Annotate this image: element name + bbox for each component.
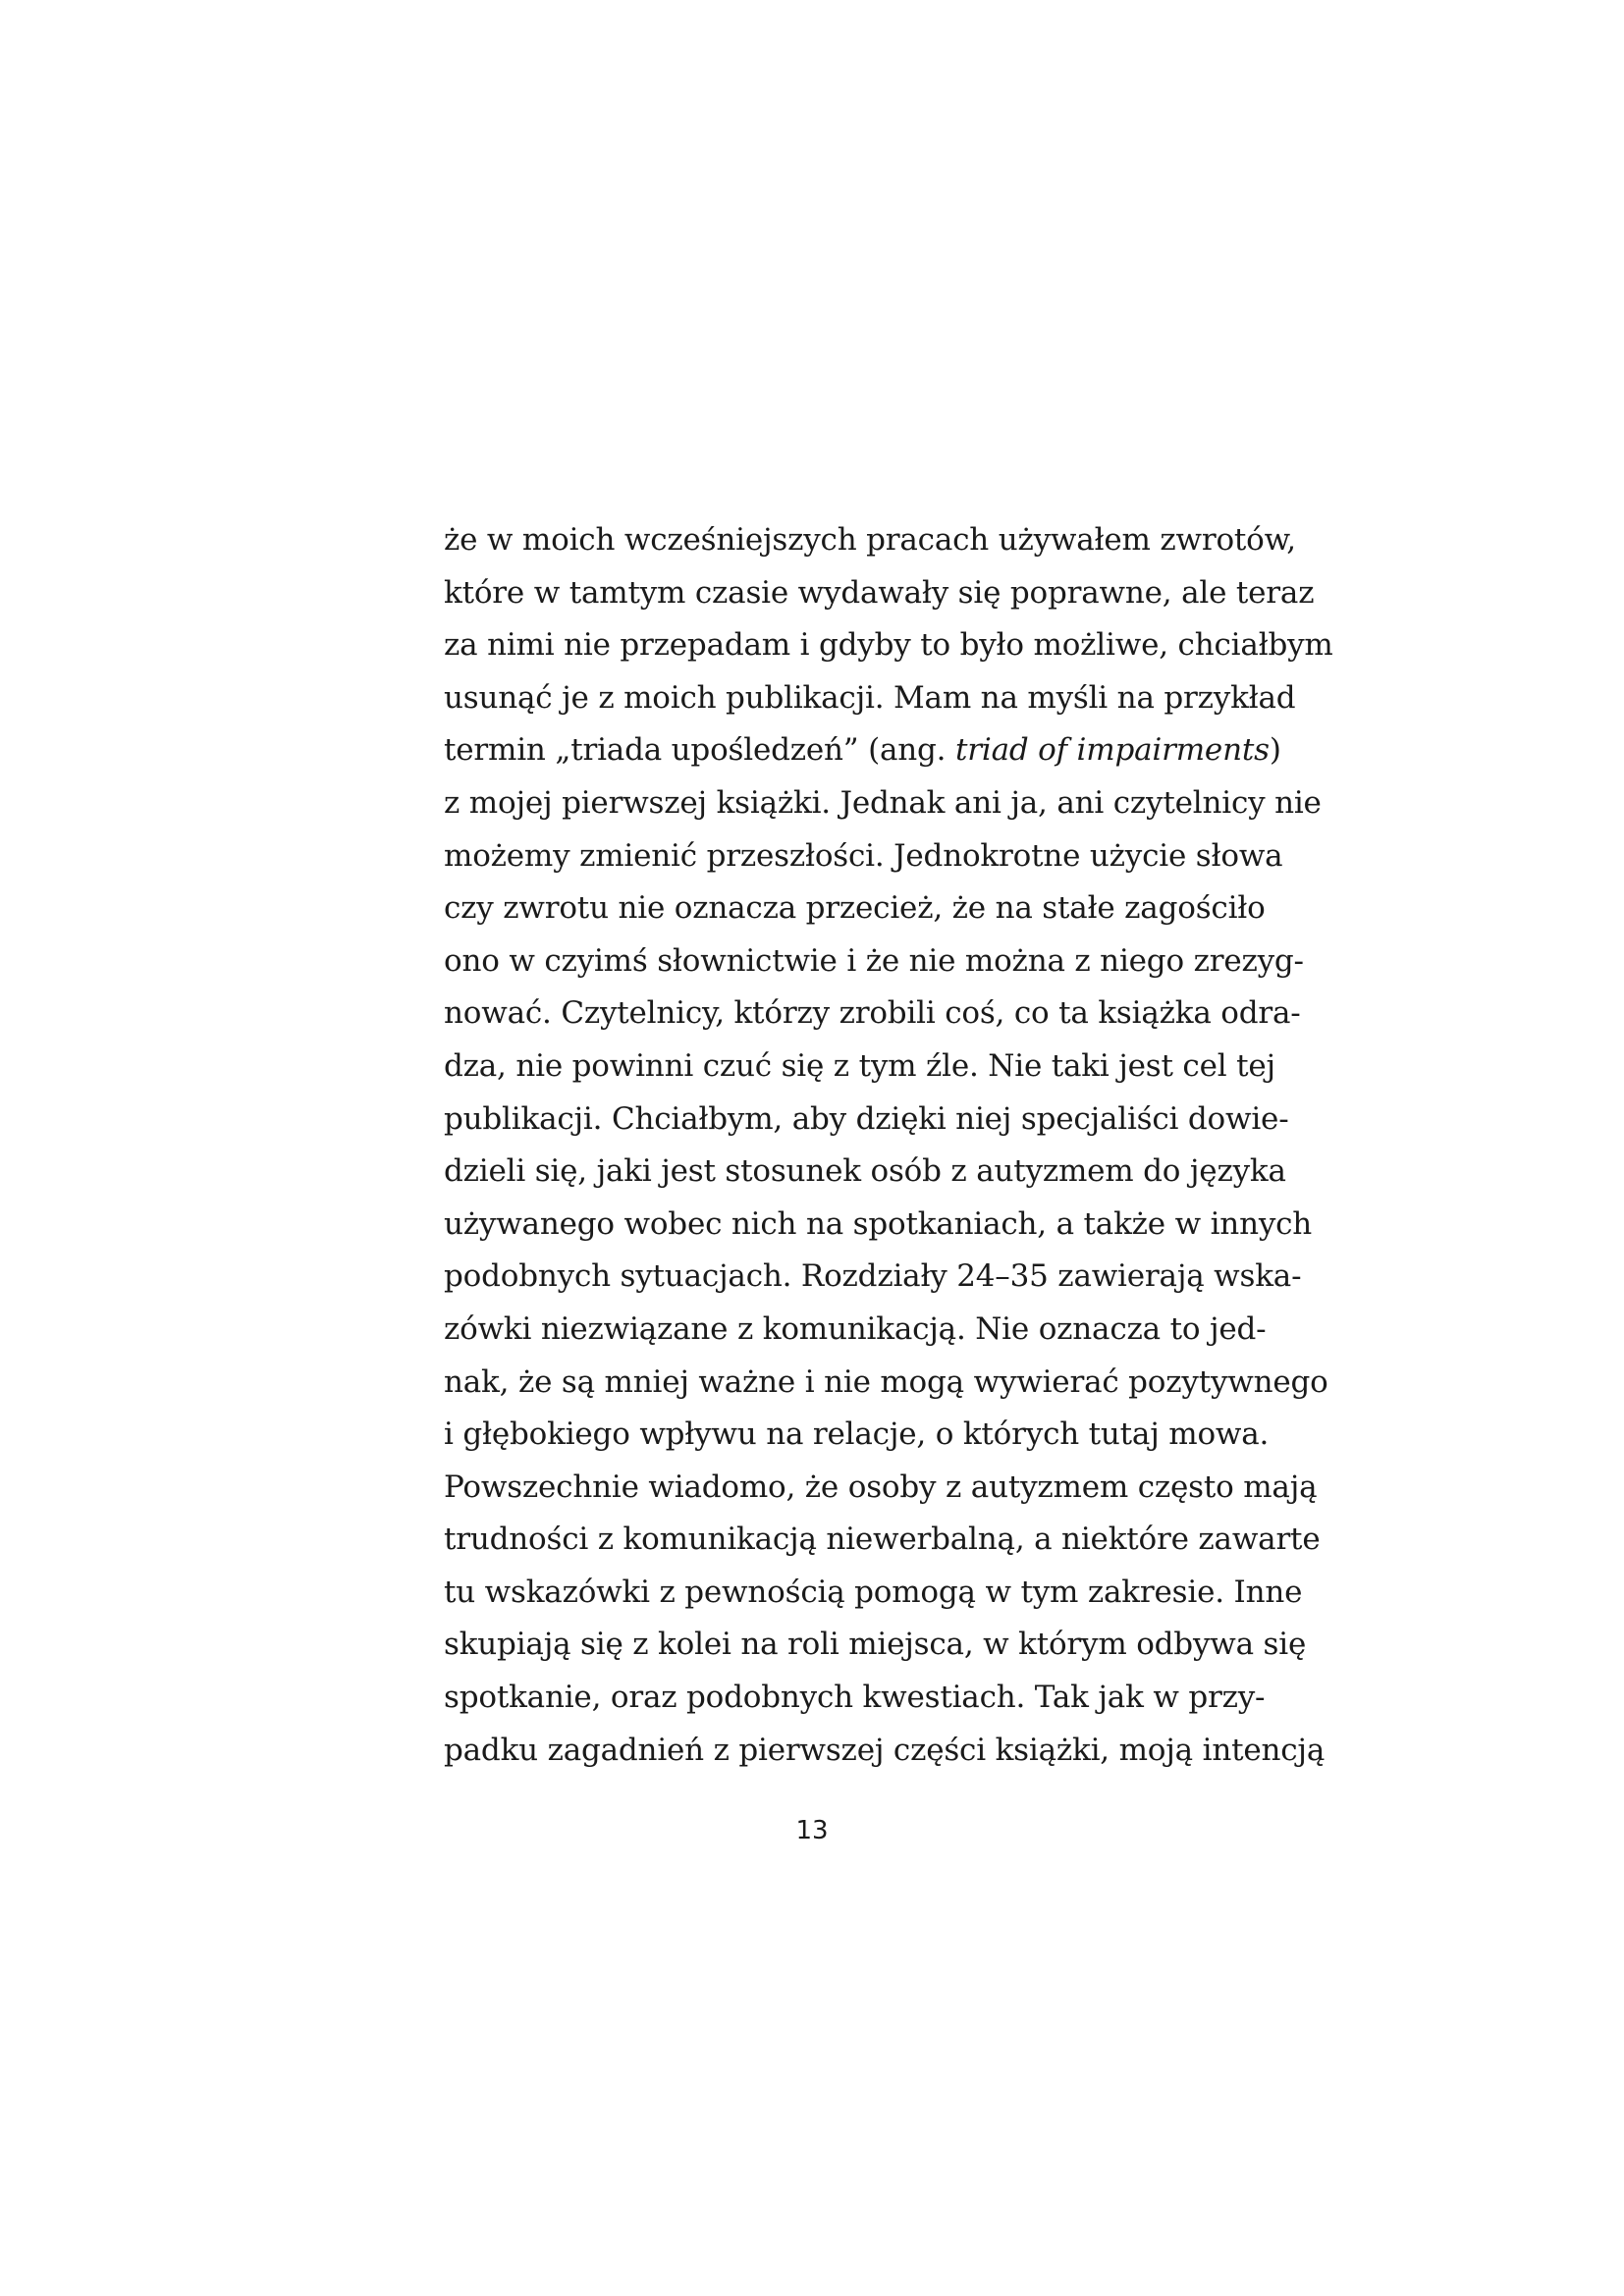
text-line: które w tamtym czasie wydawały się poprawne, ale teraz — [444, 574, 1315, 611]
text-line: możemy zmienić przeszłości. Jednokrotne użycie słowa — [444, 837, 1283, 874]
text-line: nak, że są mniej ważne i nie mogą wywierać pozytywnego — [444, 1363, 1328, 1400]
text-line: tu wskazówki z pewnością pomogą w tym zakresie. Inne — [444, 1574, 1303, 1610]
text-line: spotkanie, oraz podobnych kwestiach. Tak jak w przy- — [444, 1680, 1266, 1716]
text-line: dzieli się, jaki jest stosunek osób z autyzmem do języka — [444, 1153, 1286, 1190]
body-text — [444, 514, 1333, 1777]
page-number: 13 — [795, 1816, 829, 1845]
italic-term: triad of impairments — [955, 732, 1270, 769]
text-line: podobnych sytuacjach. Rozdziały 24–35 zawierają wska- — [444, 1258, 1302, 1295]
text-line: usunąć je z moich publikacji. Mam na myśli na przykład — [444, 679, 1296, 716]
text-line: czy zwrotu nie oznacza przecież, że na stałe zagościło — [444, 890, 1266, 927]
text-line: za nimi nie przepadam i gdyby to było możliwe, chciałbym — [444, 627, 1333, 664]
text-line: ono w czyimś słownictwie i że nie można z niego zrezyg- — [444, 942, 1304, 979]
text-line: dza, nie powinni czuć się z tym źle. Nie taki jest cel tej — [444, 1047, 1275, 1084]
text-line-with-italic — [444, 724, 1281, 777]
text-line: padku zagadnień z pierwszej części książki, moją intencją — [444, 1732, 1326, 1768]
closing-paren: ) — [1269, 732, 1281, 769]
text-line: Powszechnie wiadomo, że osoby z autyzmem często mają — [444, 1468, 1318, 1505]
text-line: i głębokiego wpływu na relacje, o których tutaj mowa. — [444, 1416, 1270, 1453]
text-segment: termin „triada upośledzeń” (ang. — [444, 732, 947, 769]
text-line: publikacji. Chciałbym, aby dzięki niej specjaliści dowie- — [444, 1100, 1289, 1137]
text-line: trudności z komunikacją niewerbalną, a niektóre zawarte — [444, 1522, 1321, 1558]
text-line: używanego wobec nich na spotkaniach, a także w innych — [444, 1205, 1313, 1242]
text-line: nować. Czytelnicy, którzy zrobili coś, co ta książka odra- — [444, 995, 1301, 1032]
text-line: z mojej pierwszej książki. Jednak ani ja, ani czytelnicy nie — [444, 784, 1322, 821]
text-line: zówki niezwiązane z komunikacją. Nie oznacza to jed- — [444, 1310, 1267, 1347]
text-line: skupiają się z kolei na roli miejsca, w którym odbywa się — [444, 1627, 1307, 1663]
text-line: że w moich wcześniejszych pracach używałem zwrotów, — [444, 522, 1296, 558]
